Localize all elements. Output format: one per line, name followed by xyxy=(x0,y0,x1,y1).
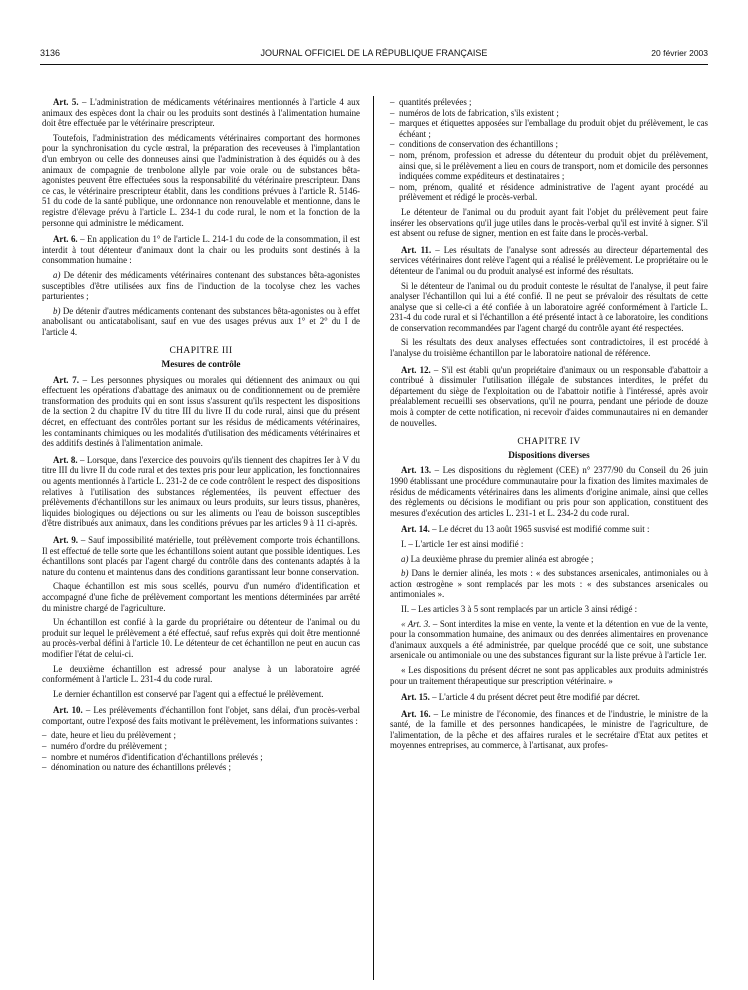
article-label: Art. 8. xyxy=(53,454,78,465)
paragraph: I. – L'article 1er est ainsi modifié : xyxy=(401,538,524,549)
issue-date: 20 février 2003 xyxy=(651,48,708,58)
list-item: – nom, prénom, qualité et résidence administrative de l'agent ayant procédé au prélèvement et rédigé le procès-verbal. xyxy=(390,182,708,203)
chapter-heading: CHAPITRE IV xyxy=(517,437,581,448)
chapter-heading: CHAPITRE III xyxy=(169,346,233,357)
article-label: Art. 9. xyxy=(53,534,79,545)
chapter-subtitle: Dispositions diverses xyxy=(508,449,590,460)
header-rule xyxy=(40,64,708,65)
paragraph: « Art. 3. – Sont interdites la mise en vente, la vente et la détention en vue de la vente, pour la consommation humaine, des animaux ou des denrées alimentaires en provenance d'animaux auxquels a été administrée, par quelque procédé que ce soit, une substance arsenicale ou antimoniale ou une des substances figurant sur la liste prévue à l'article 1er. xyxy=(390,618,708,661)
paragraph: II. – Les articles 3 à 5 sont remplacés par un article 3 ainsi rédigé : xyxy=(401,603,638,614)
article-5: Art. 5. – L'administration de médicaments vétérinaires mentionnés à l'article 4 aux animaux des espèces dont la chair ou les produits sont destinés à l'alimentation humaine doit être effectuée par le vétérinaire prescripteur. xyxy=(42,97,360,129)
article-label: Art. 15. xyxy=(401,692,430,703)
list xyxy=(42,730,360,772)
paragraph: Un échantillon est confié à la garde du propriétaire ou détenteur de l'animal ou du produit sur lequel le prélèvement a été effectué, sauf refus exprès qui doit être mentionné au procès-verbal défini à l'article 10. Le détenteur de cet échantillon ne peut en aucun cas modifier l'état de celui-ci. xyxy=(42,617,360,659)
paragraph: Toutefois, l'administration des médicaments vétérinaires comportant des hormones pour la synchronisation du cycle œstral, la préparation des receveuses à l'implantation d'un embryon ou celle des donneuses ainsi que l'administration à des équidés ou à des animaux de compagnie de trenbolone allyle par voie orale ou de substances bêta-agonistes peuvent être effectuées sous la responsabilité du vétérinaire prescripteur. Dans ce cas, le vétérinaire prescripteur établit, dans les conditions prévues à l'article R. 5146-51 du code de la santé publique, une ordonnance non renouvelable et mentionne, dans le registre d'élevage prévu à l'article L. 234-1 du code rural, le nom et la fonction de la personne qui administre le médicament. xyxy=(42,132,360,228)
list-item: – nombre et numéros d'identification d'échantillons prélevés ; xyxy=(42,752,360,763)
journal-title: JOURNAL OFFICIEL DE LA RÉPUBLIQUE FRANÇAISE xyxy=(260,48,488,58)
article-13: Art. 13. – Les dispositions du règlement (CEE) n° 2377/90 du Conseil du 26 juin 1990 établissant une procédure communautaire pour la fixation des limites maximales de résidus de médicaments vétérinaires dans les aliments d'origine animale, ainsi que celles des règlements ou décisions le modifiant ou pris pour son application, constituent des mesures d'exécution des articles L. 231-1 et L. 234-2 du code rural. xyxy=(390,465,708,518)
article-14: Art. 14. – Le décret du 13 août 1965 susvisé est modifié comme suit : xyxy=(401,524,650,535)
list-item: – nom, prénom, profession et adresse du détenteur du produit objet du prélèvement, ainsi que, si le prélèvement a lieu en cours de transport, nom et domicile des personnes indiquées comme expéditeurs et destinataires ; xyxy=(390,150,708,182)
article-7: Art. 7. – Les personnes physiques ou morales qui détiennent des animaux ou qui effectuent les opérations d'abattage des animaux ou de conditionnement ou de première transformation des produits qui en sont issus s'assurent qu'ils respectent les dispositions de la section 2 du chapitre IV du titre III du livre II du code rural, ainsi que du présent décret, en effectuant des contrôles portant sur les résidus de médicaments vétérinaires, les contaminants chimiques ou les modalités d'utilisation des médicaments vétérinaires et des additifs destinés à l'alimentation animale. xyxy=(42,374,361,449)
paragraph: a) De détenir des médicaments vétérinaires contenant des substances bêta-agonistes susceptibles d'être utilisées aux fins de l'induction de la tocolyse chez les vaches parturientes ; xyxy=(42,269,360,302)
chapter-subtitle: Mesures de contrôle xyxy=(161,359,241,370)
article-16: Art. 16. – Le ministre de l'économie, des finances et de l'industrie, le ministre de la santé, de la famille et des personnes handicapées, le ministre de l'agriculture, de l'alimentation, de la pêche et des affaires rurales et le secrétaire d'Etat aux petites et moyennes entreprises, au commerce, à l'artisanat, aux profes- xyxy=(390,708,708,751)
paragraph: Si le détenteur de l'animal ou du produit conteste le résultat de l'analyse, il peut faire analyser l'échantillon qui lui a été confié. Il ne peut se prévaloir des résultats de cette analyse que si celle-ci a été confiée à un laboratoire agréé conformément à l'article L. 231-4 du code rural et si l'échantillon a été présenté intact à ce laboratoire, les conditions de conservation recommandées par l'agent chargé du contrôle ayant été respectées. xyxy=(390,280,708,333)
article-11: Art. 11. – Les résultats de l'analyse sont adressés au directeur départemental des services vétérinaires dont relève l'agent qui a réalisé le prélèvement. Le propriétaire ou le détenteur de l'animal ou du produit analysé est informé des résultats. xyxy=(390,244,708,276)
article-9: Art. 9. – Sauf impossibilité matérielle, tout prélèvement comporte trois échantillons. Il est effectué de telle sorte que les échantillons soient autant que possible identiques. Les échantillons sont placés par l'agent chargé du contrôle dans des contenants adaptés à la nature du contenu et maintenus dans des conditions garantissant leur bonne conservation. xyxy=(42,534,360,577)
article-label: Art. 11. xyxy=(401,244,432,255)
list-item: – numéros de lots de fabrication, s'ils existent ; xyxy=(390,108,708,119)
list-item: – marques et étiquettes apposées sur l'emballage du produit objet du prélèvement, le cas échéant ; xyxy=(390,118,708,139)
paragraph: a) La deuxième phrase du premier alinéa est abrogée ; xyxy=(401,553,594,564)
paragraph: Le dernier échantillon est conservé par l'agent qui a effectué le prélèvement. xyxy=(53,688,324,699)
article-label: Art. 10. xyxy=(53,705,83,716)
article-label: Art. 6. xyxy=(53,234,78,245)
paragraph: Le deuxième échantillon est adressé pour analyse à un laboratoire agréé conformément à l'article L. 231-4 du code rural. xyxy=(42,663,360,685)
article-label: Art. 13. xyxy=(401,465,432,476)
list-item: – conditions de conservation des échantillons ; xyxy=(390,139,708,150)
article-6: Art. 6. – En application du 1° de l'article L. 214-1 du code de la consommation, il est interdit à tout détenteur d'animaux dont la chair ou les produits sont destinés à la consommation humaine : xyxy=(42,234,360,266)
list-item: – numéro d'ordre du prélèvement ; xyxy=(42,741,360,752)
column-divider xyxy=(373,96,374,980)
list-item: – quantités prélevées ; xyxy=(390,97,708,108)
article-label: Art. 12. xyxy=(401,364,431,375)
page-header xyxy=(40,46,708,60)
article-10: Art. 10. – Les prélèvements d'échantillon font l'objet, sans délai, d'un procès-verbal comportant, outre l'exposé des faits motivant le prélèvement, les informations suivantes : xyxy=(42,705,360,726)
list-item: – date, heure et lieu du prélèvement ; xyxy=(42,730,360,741)
article-15: Art. 15. – L'article 4 du présent décret peut être modifié par décret. xyxy=(401,692,640,703)
paragraph: « Les dispositions du présent décret ne sont pas applicables aux produits administrés pour un traitement thérapeutique sur prescription vétérinaire. » xyxy=(390,664,708,686)
paragraph: Le détenteur de l'animal ou du produit ayant fait l'objet du prélèvement peut faire insérer les observations qu'il juge utiles dans le procès-verbal qu'il est invité à signer. S'il est absent ou refuse de signer, mention en est faite dans le procès-verbal. xyxy=(390,206,708,239)
article-8: Art. 8. – Lorsque, dans l'exercice des pouvoirs qu'ils tiennent des chapitres Ier à V du titre III du livre II du code rural et des textes pris pour leur application, les fonctionnaires ou agents mentionnés à l'article L. 231-2 de ce code contrôlent le respect des dispositions relatives à l'utilisation des substances réglementées, ils peuvent effectuer des prélèvements d'échantillons sur les animaux ou leurs produits, sur leurs tissus, phanères, liquides biologiques ou déjections ou sur les aliments ou l'eau de boisson susceptibles d'être distribués aux animaux, dans les conditions prévues par les articles 9 à 11 ci-après. xyxy=(42,454,360,529)
left-column xyxy=(42,97,360,777)
article-label: Art. 5. xyxy=(53,97,79,107)
article-12: Art. 12. – S'il est établi qu'un propriétaire d'animaux ou un responsable d'abattoir a contribué à dissimuler l'utilisation illégale de substances interdites, le préfet du département du siège de l'exploitation ou de l'abattoir notifie à l'intéressé, après avoir préalablement recueilli ses observations, qu'il ne pourra, pendant une période de douze mois à compter de cette notification, ni recevoir d'aides communautaires ni en demander de nouvelles. xyxy=(390,364,708,428)
paragraph: Si les résultats des deux analyses effectuées sont contradictoires, il est procédé à l'analyse du troisième échantillon par le laboratoire national de référence. xyxy=(390,337,708,359)
page-number: 3136 xyxy=(40,48,61,58)
article-label: Art. 7. xyxy=(53,374,79,385)
paragraph: b) De détenir d'autres médicaments contenant des substances bêta-agonistes ou à effet anabolisant ou anticatabolisant, sauf en vue des usages prévus aux 1° et 2° du I de l'article 4. xyxy=(42,305,360,337)
paragraph: b) Dans le dernier alinéa, les mots : « des substances arsenicales, antimoniales ou à action œstrogène » sont remplacés par les mots : « des substances arsenicales ou antimoniales ». xyxy=(390,568,708,600)
list xyxy=(390,97,708,203)
list-item: – dénomination ou nature des échantillons prélevés ; xyxy=(42,762,360,773)
right-column xyxy=(390,97,708,755)
article-label: Art. 16. xyxy=(401,708,431,719)
article-label: Art. 14. xyxy=(401,524,430,535)
paragraph: Chaque échantillon est mis sous scellés, pourvu d'un numéro d'identification et accompagné d'une fiche de prélèvement comportant les mentions déterminées par arrêté du ministre chargé de l'agriculture. xyxy=(42,581,360,613)
